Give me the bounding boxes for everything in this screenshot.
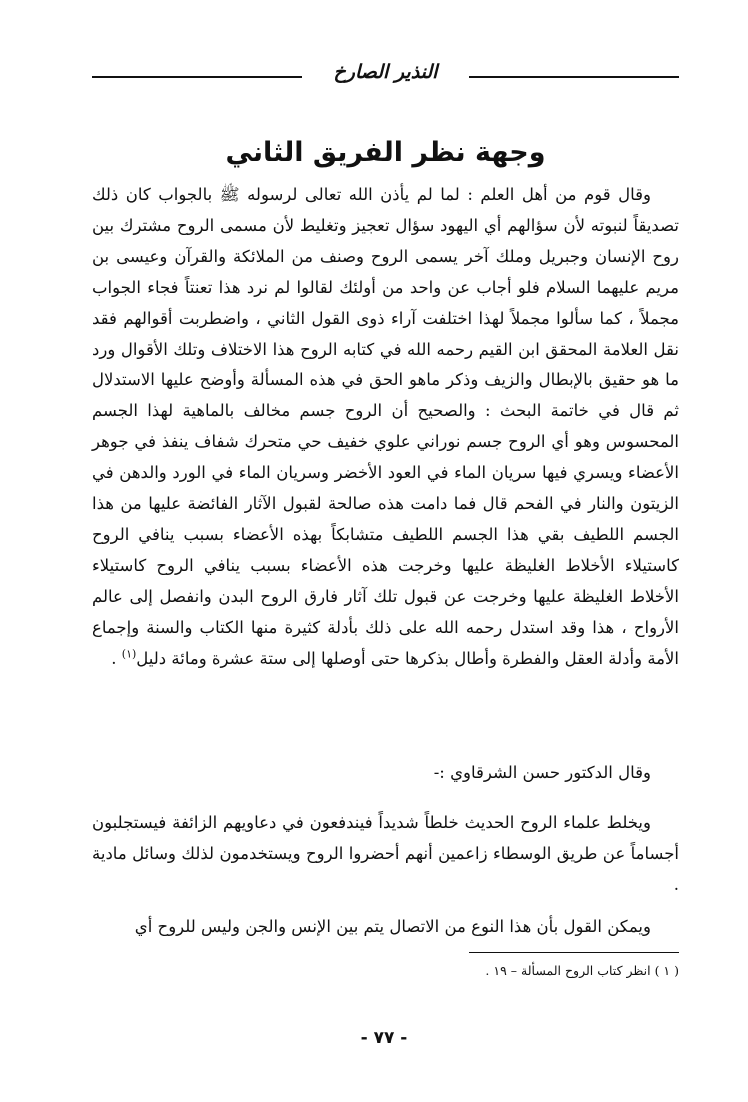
paragraph-continuation: ويمكن القول بأن هذا النوع من الاتصال يتم بين الإنس والجن وليس للروح أي xyxy=(134,917,651,936)
header-rule-right xyxy=(469,76,679,78)
running-title: النذير الصارخ xyxy=(333,61,438,83)
section-heading: وجهة نظر الفريق الثاني xyxy=(225,137,546,168)
paragraph-first-group xyxy=(92,180,679,675)
page-number: - ٧٧ - xyxy=(360,1028,408,1048)
running-header xyxy=(92,56,679,86)
paragraph-quote-intro: وقال الدكتور حسن الشرقاوي :- xyxy=(433,763,651,782)
footnote: ( ١ ) انظر كتاب الروح المسألة – ١٩ . xyxy=(485,963,679,978)
paragraph-spiritualists: ويخلط علماء الروح الحديث خلطاً شديداً فيندفعون في دعاويهم الزائفة فيستجلبون أجساماً عن طريق الوسطاء زاعمين أنهم أحضروا الروح ويستخدمون لذلك وسائل مادية . xyxy=(92,813,679,894)
footnote-marker: (١) xyxy=(121,647,137,661)
paragraph-first-group-end: . xyxy=(111,648,122,668)
header-rule-left xyxy=(92,76,302,78)
paragraph-first-group-text: وقال قوم من أهل العلم : لما لم يأذن الله تعالى لرسوله ﷺ بالجواب كان ذلك تصديقاً لنبوته لأن سؤالهم أي اليهود سؤال تعجيز وتغليط لأن مسمى الروح مشترك بين روح الإنسان وجبريل وملك آخر يسمى الروح وصنف من الملائكة والقرآن وعيسى بن مريم عليهما السلام فلو أجاب عن واحد من أولئك لقالوا لم نرد هذا تعنتاً فجاء الجواب مجملاً ، كما سألوا مجملاً لهذا اختلفت آراء ذوى القول الثاني ، واضطربت أقوالهم فقد نقل العلامة المحقق ابن القيم رحمه الله في كتابه الروح هذا الاختلاف وتلك الأقوال ورد ما هو حقيق بالإبطال والزيف وذكر ماهو الحق في هذه المسألة وأوضح عليها الاستدلال ثم قال في خاتمة البحث : والصحيح أن الروح جسم مخالف بالماهية لهذا الجسم المحسوس وهو أي الروح جسم نوراني علوي خفيف حي متحرك شفاف ينفذ في جوهر الأعضاء ويسري فيها سريان الماء في العود الأخضر وسريان الماء في الورد والدهن في الزيتون والنار في الفحم قال فما دامت هذه صالحة لقبول الآثار الفائضة عليها من هذا الجسم اللطيف بقي هذا الجسم اللطيف متشابكاً بهذه الأعضاء بسبب ينافي الروح كاستيلاء الأخلاط الغليظة عليها وخرجت هذه الأعضاء بسبب ينافي الروح كاستيلاء الأخلاط الغليظة عليها وخرجت عن قبول تلك آثار فارق الروح البدن وانفصل إلى عالم الأرواح ، هذا وقد استدل رحمه الله على ذلك بأدلة كثيرة منها الكتاب والسنة وإجماع الأمة وأدلة العقل والفطرة وأطال بذكرها حتى أوصلها إلى ستة عشرة ومائة دليل xyxy=(92,185,679,668)
footnote-divider xyxy=(469,952,679,953)
